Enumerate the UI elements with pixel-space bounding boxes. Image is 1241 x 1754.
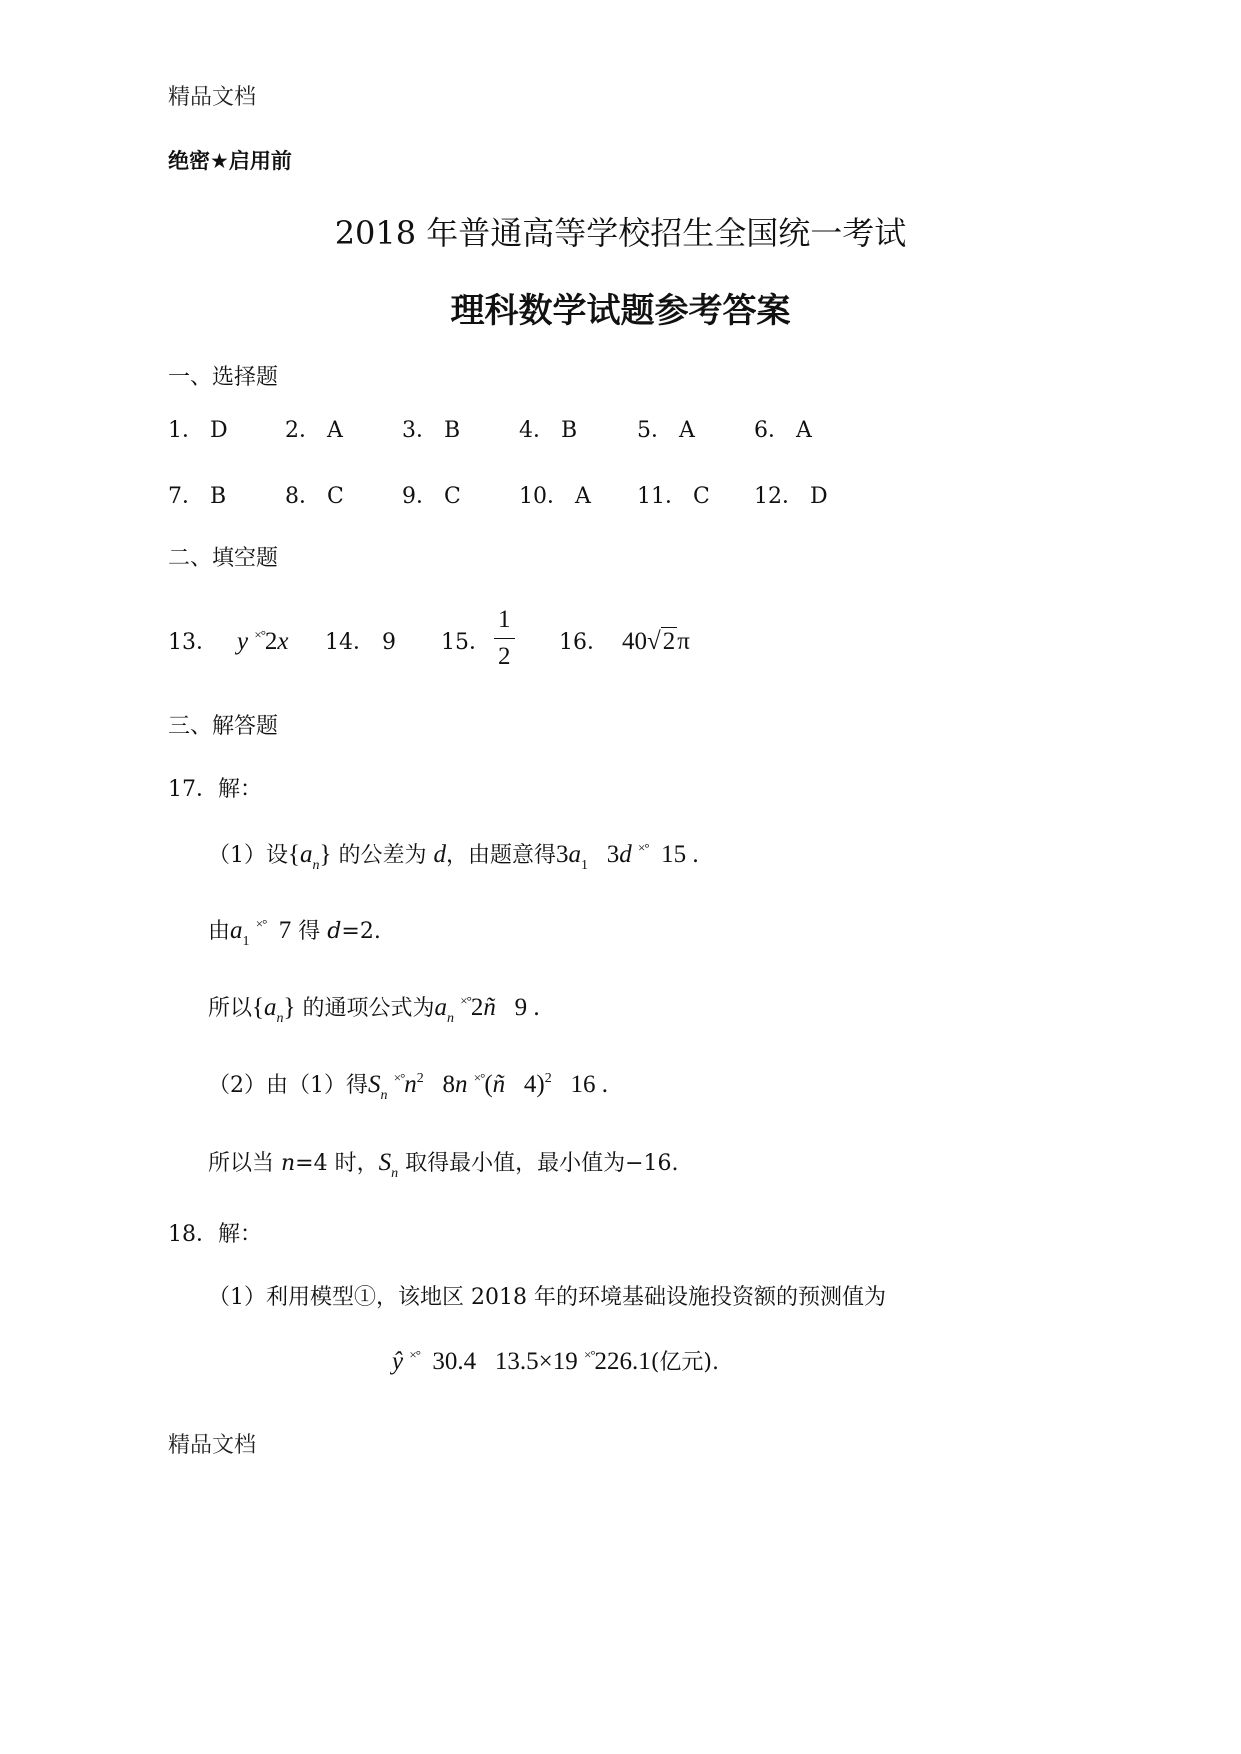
garbled-equals-glyph: ×° (409, 1347, 420, 1362)
answer-letter: B (561, 418, 578, 443)
choice-answer (402, 413, 460, 444)
answer-letter: C (693, 484, 710, 509)
var-y: y (237, 628, 249, 655)
garbled-equals-glyph: ×° (460, 993, 471, 1008)
answer-letter: A (796, 418, 812, 443)
page-footer: 精品文档 (168, 1433, 257, 1458)
text: （1）设 (208, 843, 288, 868)
answer-value: 9 (382, 630, 396, 655)
garbled-equals-glyph: ×° (254, 627, 265, 642)
question-number: 14． (325, 630, 375, 655)
text: 所以 (208, 996, 253, 1021)
answer-letter: A (679, 418, 695, 443)
garbled-equals-glyph: ×° (255, 916, 267, 931)
choice-answer (637, 413, 695, 444)
secret-label: 绝密★启用前 (168, 149, 292, 173)
fill-answer-15-label: 15． (441, 630, 491, 655)
answer-letter: A (327, 418, 343, 443)
question-number: 11． (637, 484, 687, 509)
var-d: d (433, 841, 447, 868)
choice-answer (285, 413, 343, 444)
choice-answer (519, 413, 577, 444)
choice-answer (285, 479, 344, 510)
choice-answer (168, 413, 228, 444)
text: 由 (208, 919, 231, 944)
answer-letter: D (810, 484, 828, 509)
fraction-numerator: 1 (494, 606, 515, 639)
question-number: 3． (402, 418, 438, 443)
question-number: 1． (168, 418, 204, 443)
var-x: x (277, 628, 289, 655)
q18-line-1: （1）利用模型①，该地区 2018 年的环境基础设施投资额的预测值为 (208, 1285, 886, 1310)
q17-line-3: 所以$\{a_n\}$ 的通项公式为$a_n$ ×°2ñ 9 . (208, 993, 540, 1026)
answer-letter: D (210, 418, 228, 443)
garbled-equals-glyph: ×° (393, 1070, 405, 1085)
question-number: 2． (285, 418, 321, 443)
q17-label: 17．解： (168, 777, 262, 802)
choice-answer (637, 479, 710, 510)
text: 的公差为 (338, 843, 427, 868)
fill-answer-15-fraction (494, 606, 515, 670)
document-subtitle: 理科数学试题参考答案 (450, 291, 791, 331)
q17-line-2: 由$a_1$ ×° 7 得 d=2. (208, 916, 381, 949)
text: 得 (291, 919, 328, 944)
answer-letter: B (444, 418, 461, 443)
sqrt-symbol: √2 (647, 628, 676, 655)
choice-answer (168, 479, 226, 510)
fraction-denominator: 2 (498, 642, 511, 670)
q17-line-4: （2）由（1）得$S_n$ $^{\times^\circ}n^2$ 8n ×°(ñ 4)$^2$ 16 . (208, 1070, 608, 1103)
choice-answer (754, 413, 812, 444)
q17-line-1: （1）设$\{a_n\}$ 的公差为 d，由题意得$3a_1$ 3d ×° 15 . (208, 840, 699, 873)
question-number: 5． (637, 418, 673, 443)
choice-answer (519, 479, 591, 510)
answer-letter: C (444, 484, 461, 509)
text: 取得最小值，最小值为−16. (405, 1151, 679, 1176)
coefficient: 40 (622, 628, 647, 655)
question-number: 7． (168, 484, 204, 509)
coef-2: 2 (264, 628, 278, 655)
q18-equation: ŷ ×° 30.4 13.5×19 ×°226.1(亿元). (392, 1347, 719, 1375)
question-number: 16． (559, 630, 609, 655)
answer-letter: B (210, 484, 227, 509)
question-number: 10． (519, 484, 569, 509)
section-heading-choice: 一、选择题 (168, 365, 279, 390)
question-number: 9． (402, 484, 438, 509)
question-number: 13． (168, 630, 218, 655)
choice-answer (754, 479, 828, 510)
q18-label: 18．解： (168, 1222, 262, 1247)
question-number: 4． (519, 418, 555, 443)
document-title: 2018 年普通高等学校招生全国统一考试 (334, 214, 907, 252)
garbled-equals-glyph: ×° (638, 840, 649, 855)
radicand: 2 (662, 628, 676, 655)
section-heading-solution: 三、解答题 (168, 714, 279, 739)
fill-answer-16 (559, 625, 690, 656)
garbled-equals-glyph: ×° (584, 1347, 595, 1362)
text: 的通项公式为 (302, 996, 435, 1021)
pi-symbol: π (677, 628, 690, 655)
text: （2）由（1）得 (208, 1073, 368, 1098)
question-number: 8． (285, 484, 321, 509)
question-number: 6． (754, 418, 790, 443)
answer-letter: C (327, 484, 344, 509)
choice-answer (402, 479, 461, 510)
answer-letter: A (575, 484, 591, 509)
section-heading-fill: 二、填空题 (168, 546, 279, 571)
garbled-equals-glyph: ×° (473, 1070, 485, 1085)
text: 所以当 (208, 1151, 281, 1176)
fill-answer-14 (325, 625, 396, 656)
question-number: 12． (754, 484, 804, 509)
q17-line-5: 所以当 n=4 时，$S_n$ 取得最小值，最小值为−16. (208, 1149, 679, 1181)
text: ，由题意得 (446, 843, 557, 868)
fill-answer-13 (168, 625, 289, 656)
page-header: 精品文档 (168, 85, 257, 110)
